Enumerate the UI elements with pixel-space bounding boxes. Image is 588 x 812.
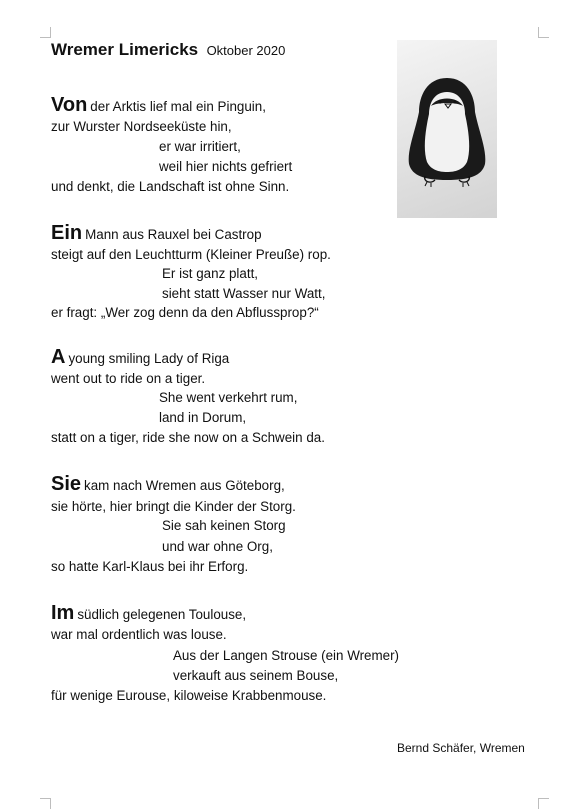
stanza-first-text: Mann aus Rauxel bei Castrop — [85, 227, 262, 242]
stanza-4-line-2: sie hörte, hier bringt die Kinder der Storg. — [51, 499, 296, 514]
page-corner-mark — [538, 798, 549, 809]
stanza-initial: Von — [51, 94, 88, 116]
stanza-1-line-2: zur Wurster Nordseeküste hin, — [51, 119, 232, 134]
stanza-2-line-1 — [51, 223, 262, 243]
penguin-photo — [397, 40, 497, 218]
stanza-initial: Sie — [51, 473, 82, 495]
stanza-5-line-1 — [51, 603, 246, 623]
stanza-1-line-5: und denkt, die Landschaft ist ohne Sinn. — [51, 179, 290, 194]
stanza-first-text: young smiling Lady of Riga — [68, 351, 230, 366]
page-corner-mark — [40, 27, 51, 38]
stanza-initial: Im — [51, 602, 75, 624]
document-title — [51, 40, 285, 60]
stanza-4-line-1 — [51, 474, 285, 494]
stanza-2-line-2: steigt auf den Leuchtturm (Kleiner Preuße) rop. — [51, 247, 331, 262]
author-signature: Bernd Schäfer, Wremen — [397, 741, 525, 755]
stanza-initial: Ein — [51, 222, 83, 244]
stanza-5-line-5: für wenige Eurouse, kiloweise Krabbenmouse. — [51, 688, 327, 703]
stanza-1-line-1 — [51, 95, 266, 115]
penguin-drawing-icon — [397, 40, 497, 218]
stanza-2-line-4: sieht statt Wasser nur Watt, — [162, 286, 326, 301]
stanza-first-text: der Arktis lief mal ein Pinguin, — [90, 99, 266, 114]
stanza-2-line-3: Er ist ganz platt, — [162, 266, 259, 281]
stanza-initial: A — [51, 346, 66, 368]
stanza-4-line-5: so hatte Karl-Klaus bei ihr Erforg. — [51, 559, 249, 574]
stanza-3-line-1 — [51, 347, 229, 367]
page-corner-mark — [40, 798, 51, 809]
stanza-4-line-3: Sie sah keinen Storg — [162, 518, 286, 533]
stanza-3-line-5: statt on a tiger, ride she now on a Schwein da. — [51, 430, 325, 445]
stanza-3-line-3: She went verkehrt rum, — [159, 390, 298, 405]
stanza-first-text: kam nach Wremen aus Göteborg, — [84, 478, 285, 493]
stanza-5-line-4: verkauft aus seinem Bouse, — [173, 668, 339, 683]
stanza-1-line-3: er war irritiert, — [159, 139, 241, 154]
stanza-4-line-4: und war ohne Org, — [162, 539, 273, 554]
stanza-first-text: südlich gelegenen Toulouse, — [77, 607, 247, 622]
page-corner-mark — [538, 27, 549, 38]
stanza-5-line-2: war mal ordentlich was louse. — [51, 627, 227, 642]
title-main: Wremer Limericks — [51, 40, 199, 59]
title-date: Oktober 2020 — [206, 43, 286, 58]
stanza-5-line-3: Aus der Langen Strouse (ein Wremer) — [173, 648, 400, 663]
stanza-2-line-5: er fragt: „Wer zog denn da den Abflussprop?“ — [51, 305, 319, 320]
stanza-3-line-2: went out to ride on a tiger. — [51, 371, 206, 386]
stanza-3-line-4: land in Dorum, — [159, 410, 247, 425]
stanza-1-line-4: weil hier nichts gefriert — [159, 159, 293, 174]
